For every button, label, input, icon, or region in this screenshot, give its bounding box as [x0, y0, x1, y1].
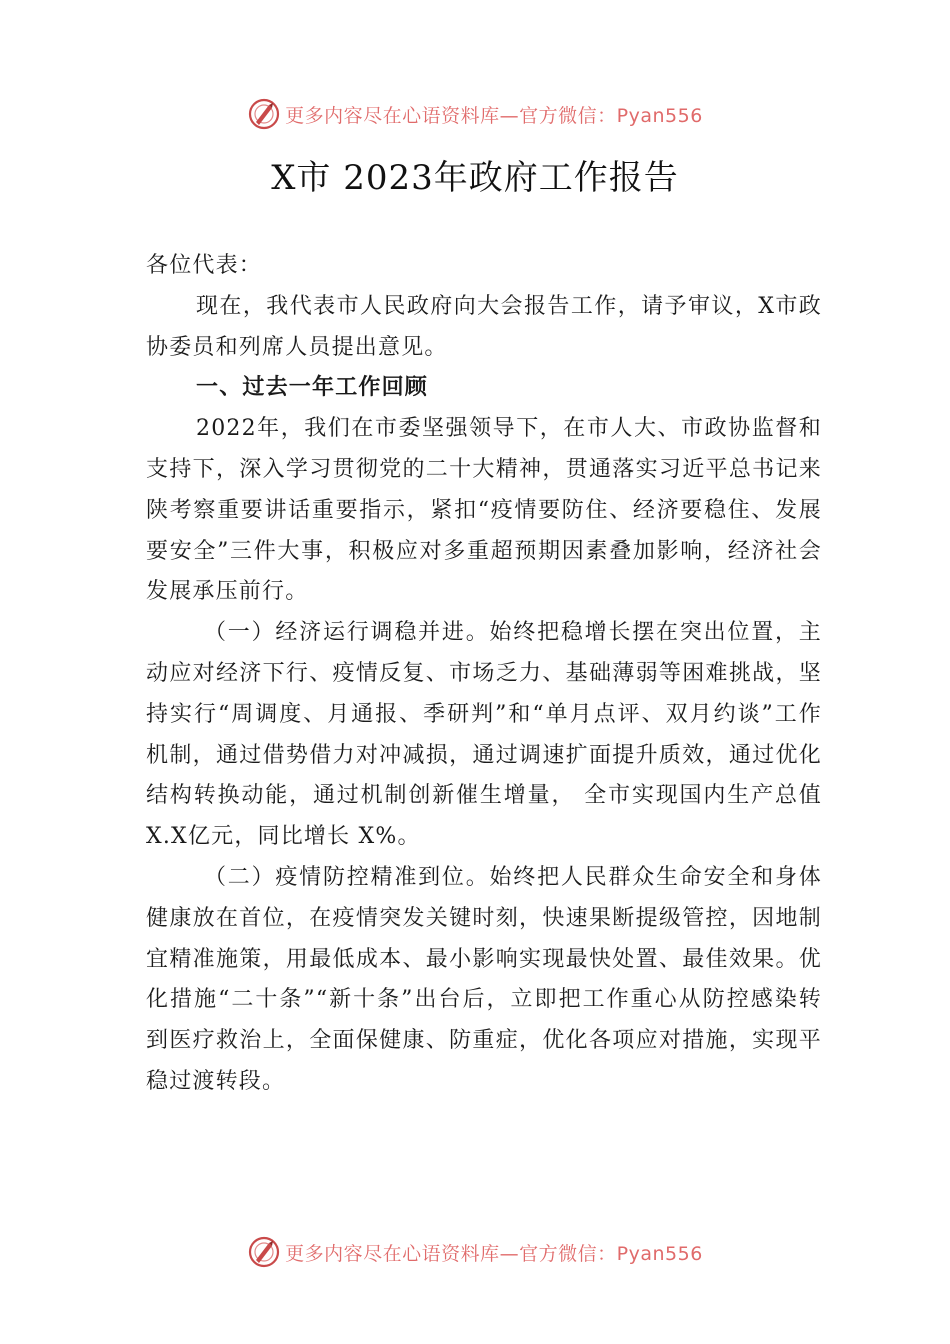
- watermark-footer: [0, 1232, 950, 1272]
- epidemic-paragraph: （二）疫情防控精准到位。始终把人民群众生命安全和身体健康放在首位，在疫情突发关键时刻，快速果断提级管控，因地制宜精准施策，用最低成本、最小影响实现最快处置、最佳效果。优化措施“二十条”“新十条”出台后，立即把工作重心从防控感染转到医疗救治上，全面保健康、防重症，优化各项应对措施，实现平稳过渡转段。: [146, 864, 822, 1094]
- intro-paragraph: 现在，我代表市人民政府向大会报告工作，请予审议，X市政协委员和列席人员提出意见。: [146, 293, 822, 360]
- watermark-text: 更多内容尽在心语资料库—官方微信：Pyan556: [285, 1242, 703, 1265]
- brand-logo-icon: [247, 97, 281, 131]
- salutation: 各位代表：: [146, 253, 263, 278]
- watermark-header: [0, 94, 950, 134]
- watermark-text: 更多内容尽在心语资料库—官方微信：Pyan556: [285, 104, 703, 127]
- section-heading: 一、过去一年工作回顾: [196, 375, 429, 401]
- document-body: [146, 246, 822, 1103]
- brand-logo-icon: [247, 1235, 281, 1269]
- economy-paragraph: （一）经济运行调稳并进。始终把稳增长摆在突出位置，主动应对经济下行、疫情反复、市场乏力、基础薄弱等困难挑战，坚持实行“周调度、月通报、季研判”和“单月点评、双月约谈”工作机制，通过借势借力对冲减损，通过调速扩面提升质效，通过优化结构转换动能，通过机制创新催生增量， 全市实现国内生产总值 X.X亿元，同比增长 X%。: [146, 620, 822, 850]
- review-paragraph: 2022年，我们在市委坚强领导下，在市人大、市政协监督和支持下，深入学习贯彻党的二十大精神，贯通落实习近平总书记来陕考察重要讲话重要指示，紧扣“疫情要防住、经济要稳住、发展要安全”三件大事，积极应对多重超预期因素叠加影响，经济社会发展承压前行。: [146, 416, 822, 605]
- document-title: X市 2023年政府工作报告: [271, 158, 679, 198]
